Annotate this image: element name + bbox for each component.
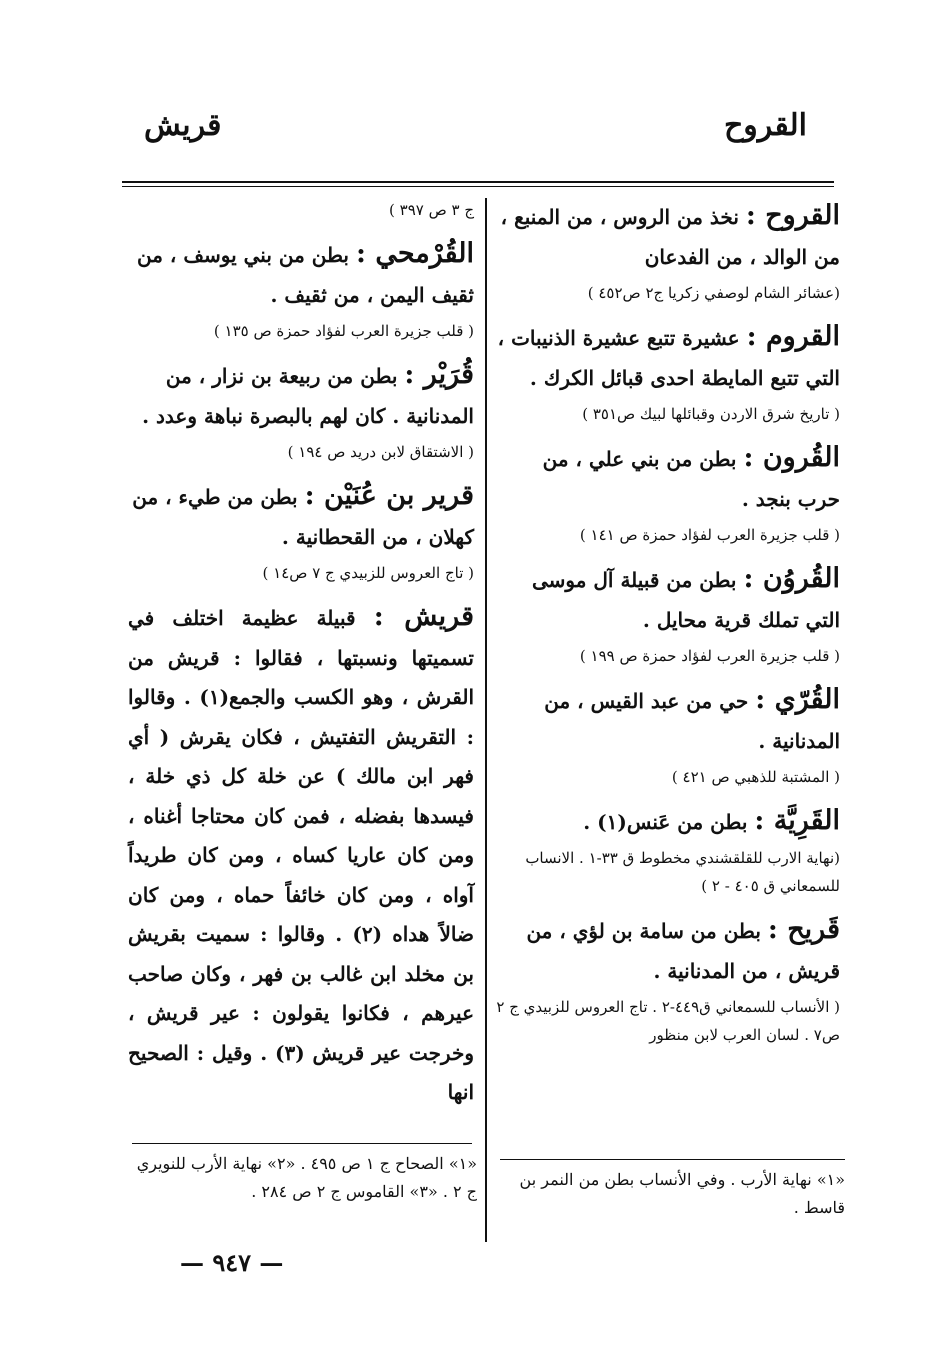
entry-alquroum bbox=[495, 317, 840, 428]
entry-source: ( تاج العروس للزبيدي ج ٧ ص١٤ ) bbox=[262, 564, 474, 582]
entry-text: نخذ من الروس ، من المنبع ، من الوالد ، من الفدعان bbox=[500, 205, 840, 269]
left-column bbox=[128, 196, 474, 1113]
column-divider bbox=[485, 198, 487, 1242]
footnote-left: «١» الصحاح ج ١ ص ٤٩٥ . «٢» نهاية الأرب للنويري ج ٢ . «٣» القاموس ج ٢ ص ٢٨٤ . bbox=[136, 1154, 477, 1201]
entry-source: ( قلب جزيرة العرب لفؤاد حمزة ص ١٤١ ) bbox=[579, 526, 840, 544]
footnote-rule-right bbox=[500, 1159, 845, 1160]
entry-head: قريش : bbox=[373, 601, 474, 632]
entry-head: القروم : bbox=[746, 321, 840, 352]
entry-alquroun-2 bbox=[495, 559, 840, 670]
header-rule-thin bbox=[122, 186, 834, 187]
entry-text: بطن من ربيعة بن نزار ، من المدنانية . كان لهم بالبصرة نباهة وعدد . bbox=[142, 364, 474, 428]
entry-head: القروح : bbox=[745, 200, 840, 231]
entry-text: بطن من طيء ، من كهلان ، من القحطانية . bbox=[132, 485, 474, 549]
entry-alqariyya bbox=[495, 801, 840, 900]
entry-head: القُرّي : bbox=[755, 684, 840, 715]
entry-head: قُرَيْر : bbox=[404, 359, 474, 390]
entry-source: (نهاية الارب للقلقشندي مخطوط ق ٣٣-١ . الانساب للسمعاني ق ٤٠٥ - ٢ ) bbox=[525, 849, 840, 895]
footnote-rule-left bbox=[132, 1143, 472, 1144]
entry-head: القُرون : bbox=[743, 442, 840, 473]
entry-head: القَرِيَّة : bbox=[754, 805, 840, 836]
header-rule bbox=[122, 181, 834, 183]
page-number: — ٩٤٧ — bbox=[180, 1248, 284, 1277]
entry-text: حي من عبد القيس ، من المدنانية . bbox=[544, 689, 840, 753]
entry-source: (عشائر الشام لوصفي زكريا ج٢ ص٤٥٢ ) bbox=[587, 284, 840, 302]
continued-source: ج ٣ ص ٣٩٧ ) bbox=[389, 201, 474, 219]
page-header-right: القروح bbox=[723, 108, 807, 143]
entry-source: ( المشتبة للذهبي ص ٤٢١ ) bbox=[671, 768, 840, 786]
entry-alqurouh bbox=[495, 196, 840, 307]
entry-qurayr-bin-unayn bbox=[128, 476, 474, 587]
entry-qurayr bbox=[128, 355, 474, 466]
entry-quraish bbox=[128, 597, 474, 1113]
entry-alqurri bbox=[495, 680, 840, 791]
entry-alquroun bbox=[495, 438, 840, 549]
entry-head: القُروُن : bbox=[743, 563, 840, 594]
entry-qarih bbox=[495, 910, 840, 1049]
entry-source: ( قلب جزيرة العرب لفؤاد حمزة ص ١٩٩ ) bbox=[579, 647, 840, 665]
entry-source: ( قلب جزيرة العرب لفؤاد حمزة ص ١٣٥ ) bbox=[213, 322, 474, 340]
entry-text: بطن من بني يوسف ، من ثقيف اليمن ، من ثقيف . bbox=[137, 243, 474, 307]
footnote-right: «١» نهاية الأرب . وفي الأنساب بطن من النمر بن قاسط . bbox=[519, 1170, 845, 1217]
entry-source: ( تاريخ شرق الاردن وقبائلها لبيك ص٣٥١ ) bbox=[582, 405, 840, 423]
page-header-left: قريش bbox=[144, 108, 222, 143]
entry-alqurmuhi bbox=[128, 234, 474, 345]
entry-source: ( الاشتقاق لابن دريد ص ١٩٤ ) bbox=[287, 443, 474, 461]
entry-text: عشيرة تتبع عشيرة الذنيبات ، التي تتبع المايطة احدى قبائل الكرك . bbox=[497, 326, 840, 390]
entry-text: قبيلة عظيمة اختلف في تسميتها ونسبتها ، فقالوا : قريش من القرش ، وهو الكسب والجمع(١) . وقالوا : التقريش التفتيش ، فكان يقرش ( أي فهر ابن مالك ) عن خلة كل ذي خلة ، فيسدها بفضله ، فمن كان محتاجا أغناه ، ومن كان عاريا كساه ، ومن كان طريداً آواه ، ومن كان خائفاً حماه ، ومن كان ضالاً هداه (٢) . وقالوا : سميت بقريش بن مخلد ابن غالب بن فهر ، وكان صاحب عيرهم ، فكانوا يقولون : عير قريش ، وخرجت عير قريش (٣) . وقيل : الصحيح انها bbox=[128, 606, 475, 1104]
entry-head: قرير بن عُنَيْن : bbox=[304, 480, 474, 511]
entry-text: بطن من بني علي ، من حرب بنجد . bbox=[542, 447, 840, 511]
entry-source: ( الأنساب للسمعاني ق٤٤٩-٢ . تاج العروس للزبيدي ج ٢ ص٧ . لسان العرب لابن منظور bbox=[496, 998, 840, 1044]
entry-head: قَريح : bbox=[767, 914, 840, 945]
entry-text: بطن من عَنس(١) . bbox=[583, 810, 748, 834]
entry-text: بطن من قبيلة آل موسى التي تملك قرية محايل . bbox=[531, 568, 840, 632]
entry-text: بطن من سامة بن لؤي ، من قريش ، من المدنانية . bbox=[526, 919, 840, 983]
entry-head: القُرْمحي : bbox=[355, 238, 474, 269]
right-column bbox=[495, 196, 840, 1059]
